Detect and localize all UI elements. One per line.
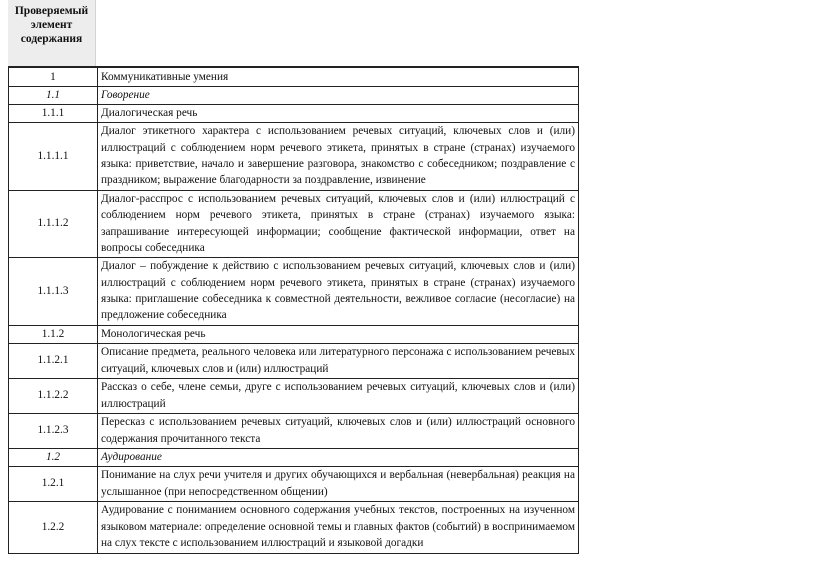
content-elements-table bbox=[8, 66, 579, 554]
table-row bbox=[9, 67, 579, 86]
row-code: 1.1.2.2 bbox=[9, 378, 98, 413]
row-code: 1.1.2 bbox=[9, 325, 98, 343]
row-text: Понимание на слух речи учителя и других обучающихся и вербальная (невербальная) реакция на услышанное (при непосредственном общении) bbox=[98, 466, 579, 501]
table-row bbox=[9, 378, 579, 413]
table-row bbox=[9, 104, 579, 122]
row-text: Аудирование bbox=[98, 448, 579, 466]
row-code: 1.1.1.1 bbox=[9, 122, 98, 190]
row-code: 1.1 bbox=[9, 86, 98, 104]
row-text: Коммуникативные умения bbox=[98, 67, 579, 86]
header-line-2: элемент bbox=[30, 19, 73, 31]
table-row bbox=[9, 190, 579, 257]
row-text: Аудирование с пониманием основного содержания учебных текстов, построенных на изученном языковом материале: определение основной темы и главных фактов (событий) в воспринимаемом на слух тексте с использованием иллюстраций и языковой догадки bbox=[98, 501, 579, 553]
table-row bbox=[9, 257, 579, 325]
table-row bbox=[9, 122, 579, 190]
row-code: 1 bbox=[9, 67, 98, 86]
row-code: 1.2.2 bbox=[9, 501, 98, 553]
row-code: 1.2 bbox=[9, 448, 98, 466]
row-code: 1.1.2.1 bbox=[9, 343, 98, 378]
header-line-1: Проверяемый bbox=[14, 5, 89, 17]
row-text: Описание предмета, реального человека или литературного персонажа с использованием речевых ситуаций, ключевых слов и (или) иллюстраций bbox=[98, 343, 579, 378]
column-header bbox=[8, 0, 96, 66]
row-text: Диалог-расспрос с использованием речевых ситуаций, ключевых слов и (или) иллюстраций с соблюдением норм речевого этикета, принятых в стране (странах) изучаемого языка: запрашивание интересующей информации; сообщение фактической информации, ответ на вопросы собеседника bbox=[98, 190, 579, 257]
row-text: Монологическая речь bbox=[98, 325, 579, 343]
table-row bbox=[9, 448, 579, 466]
table-row bbox=[9, 86, 579, 104]
table-row bbox=[9, 466, 579, 501]
row-code: 1.1.2.3 bbox=[9, 413, 98, 448]
row-code: 1.1.1.3 bbox=[9, 257, 98, 325]
row-code: 1.1.1.2 bbox=[9, 190, 98, 257]
row-text: Рассказ о себе, члене семьи, друге с использованием речевых ситуаций, ключевых слов и (или) иллюстраций bbox=[98, 378, 579, 413]
row-text: Диалог этикетного характера с использованием речевых ситуаций, ключевых слов и (или) иллюстраций с соблюдением норм речевого этикета, принятых в стране (странах) изучаемого языка: приветствие, начало и завершение разговора, знакомство с собеседником; поздравление с праздником; выражение благодарности за поздравление, извинение bbox=[98, 122, 579, 190]
row-text: Пересказ с использованием речевых ситуаций, ключевых слов и (или) иллюстраций основного содержания прочитанного текста bbox=[98, 413, 579, 448]
row-code: 1.1.1 bbox=[9, 104, 98, 122]
header-line-3: содержания bbox=[20, 33, 83, 45]
table-row bbox=[9, 343, 579, 378]
row-code: 1.2.1 bbox=[9, 466, 98, 501]
row-text: Диалогическая речь bbox=[98, 104, 579, 122]
table-row bbox=[9, 501, 579, 553]
table-row bbox=[9, 413, 579, 448]
row-text: Говорение bbox=[98, 86, 579, 104]
table-row bbox=[9, 325, 579, 343]
row-text: Диалог – побуждение к действию с использованием речевых ситуаций, ключевых слов и (или) иллюстраций с соблюдением норм речевого этикета, принятых в стране (странах) изучаемого языка: приглашение собеседника к совместной деятельности, вежливое согласие (несогласие) на предложение собеседника bbox=[98, 257, 579, 325]
